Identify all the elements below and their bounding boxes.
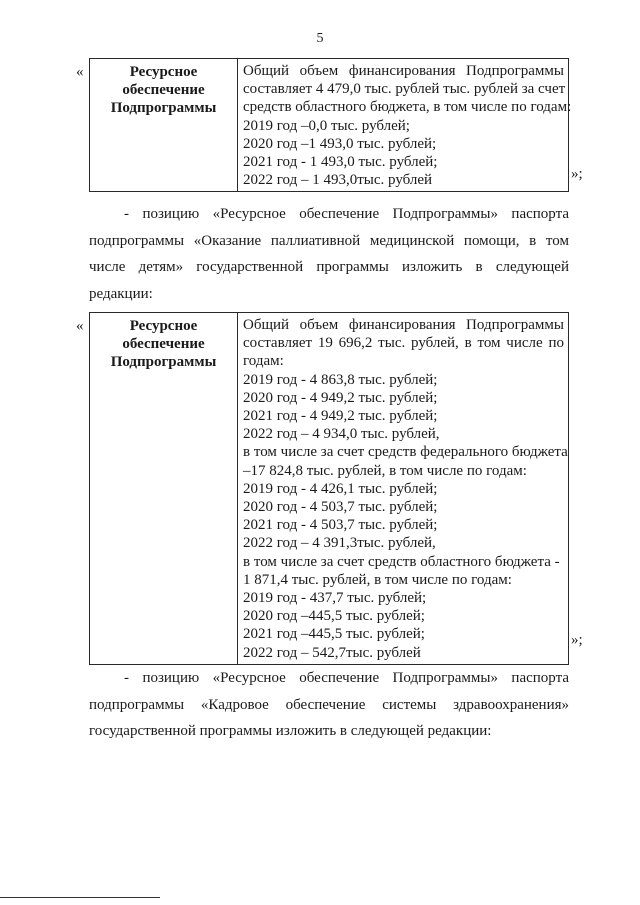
paragraph1-line: - позицию «Ресурсное обеспечение Подпрограммы» паспорта (124, 206, 569, 222)
table1-open-quote: « (76, 64, 84, 80)
table2-head-cell (90, 313, 238, 665)
table2-close-quote: »; (571, 632, 583, 648)
page-number: 5 (316, 31, 324, 46)
footer-rule (0, 897, 160, 898)
table2-line: годам: (243, 353, 284, 370)
table1-line: 2020 год –1 493,0 тыс. рублей; (243, 135, 437, 152)
table1-line: 2021 год - 1 493,0 тыс. рублей; (243, 154, 438, 171)
paragraph2-line: - позицию «Ресурсное обеспечение Подпрограммы» паспорта (124, 670, 569, 686)
paragraph2-line: подпрограммы «Кадровое обеспечение системы здравоохранения» (89, 696, 569, 713)
paragraph1-line: подпрограммы «Оказание паллиативной медицинской помощи, в том (89, 232, 569, 249)
instruction-paragraph-2 (89, 665, 569, 745)
table1-body-cell (238, 59, 572, 192)
table2-line: 2019 год - 437,7 тыс. рублей; (243, 590, 427, 607)
table2-line: Общий объем финансирования Подпрограммы (243, 317, 564, 333)
table2-body-cell (238, 313, 569, 665)
table2-line: 2022 год – 4 391,3тыс. рублей, (243, 535, 436, 552)
table2-line: 2019 год - 4 863,8 тыс. рублей; (243, 371, 438, 388)
table2-head-line: Подпрограммы (110, 354, 217, 370)
paragraph1-line: числе детям» государственной программы изложить в следующей (89, 259, 569, 275)
resource-table-2 (89, 312, 569, 665)
table1-head-line: Ресурсное (129, 64, 198, 80)
table1-line: составляет 4 479,0 тыс. рублей тыс. рублей за счет (243, 81, 566, 98)
table2-line: в том числе за счет средств областного бюджета - (243, 553, 560, 570)
table1-line: Общий объем финансирования Подпрограммы (243, 63, 564, 79)
table2-head-line: обеспечение (122, 336, 205, 352)
table2-open-quote: « (76, 318, 84, 334)
table2-line: 2020 год - 4 949,2 тыс. рублей; (243, 389, 438, 406)
table2-line: 2022 год – 542,7тыс. рублей (243, 644, 421, 661)
table2-line: 2021 год - 4 949,2 тыс. рублей; (243, 408, 438, 425)
table2-line: 2022 год – 4 934,0 тыс. рублей, (243, 426, 440, 443)
table1-head-line: Подпрограммы (110, 100, 217, 116)
table1-close-quote: »; (571, 166, 583, 182)
table2-line: в том числе за счет средств федерального бюджета (243, 444, 568, 461)
table2-line: –17 824,8 тыс. рублей, в том числе по годам: (243, 462, 527, 479)
paragraph1-line: редакции: (89, 285, 153, 302)
table1-line: 2022 год – 1 493,0тыс. рублей (243, 172, 433, 189)
table2-line: составляет 19 696,2 тыс. рублей, в том числе по (243, 335, 564, 352)
table2-line: 2021 год - 4 503,7 тыс. рублей; (243, 517, 438, 534)
table1-head-cell (90, 59, 238, 192)
table2-line: 1 871,4 тыс. рублей, в том числе по годам: (243, 571, 512, 588)
resource-table-1 (89, 58, 572, 192)
paragraph2-line: государственной программы изложить в следующей редакции: (89, 723, 492, 739)
table1-head-line: обеспечение (122, 82, 205, 98)
table1-line: 2019 год –0,0 тыс. рублей; (243, 117, 410, 134)
table2-line: 2020 год - 4 503,7 тыс. рублей; (243, 499, 438, 516)
table1-line: средств областного бюджета, в том числе по годам: (243, 99, 572, 116)
table2-line: 2021 год –445,5 тыс. рублей; (243, 626, 425, 643)
table2-head-line: Ресурсное (129, 318, 198, 334)
table2-line: 2020 год –445,5 тыс. рублей; (243, 608, 425, 625)
table2-line: 2019 год - 4 426,1 тыс. рублей; (243, 480, 438, 497)
instruction-paragraph-1 (89, 201, 569, 307)
